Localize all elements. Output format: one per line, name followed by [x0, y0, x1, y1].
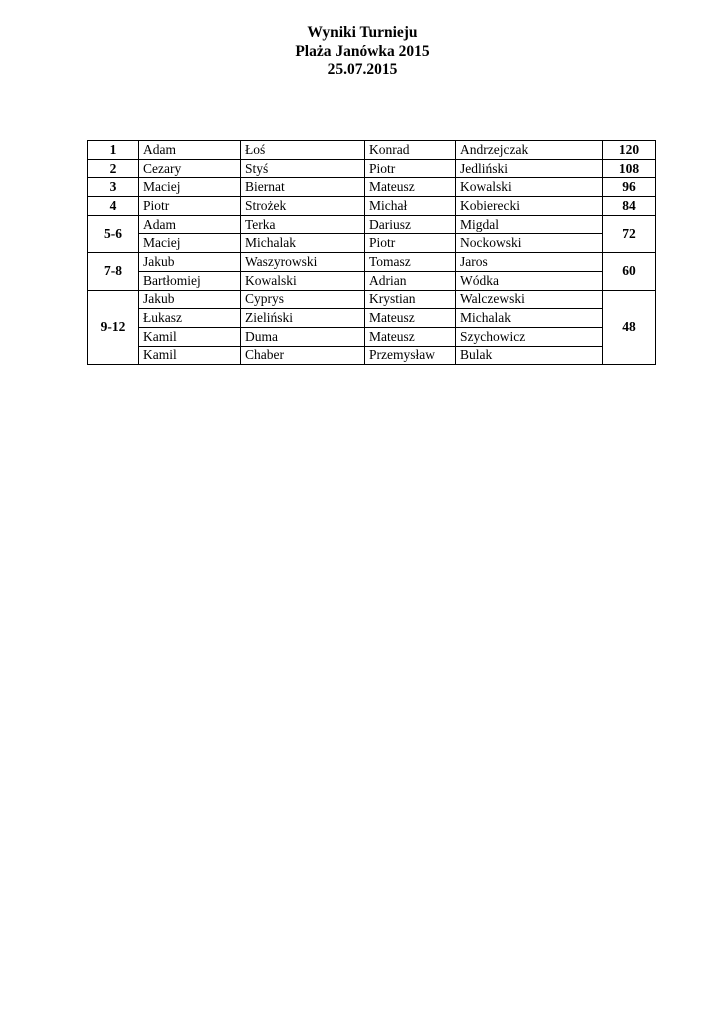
last-name-1-cell: Strożek	[241, 197, 365, 216]
first-name-1-cell: Kamil	[139, 346, 241, 365]
first-name-2-cell: Tomasz	[365, 253, 456, 272]
last-name-2-cell: Andrzejczak	[456, 141, 603, 160]
last-name-1-cell: Chaber	[241, 346, 365, 365]
place-cell: 7-8	[88, 253, 139, 290]
document-date: 25.07.2015	[327, 61, 398, 78]
first-name-1-cell: Maciej	[139, 178, 241, 197]
first-name-1-cell: Jakub	[139, 253, 241, 272]
place-cell: 3	[88, 178, 139, 197]
last-name-2-cell: Walczewski	[456, 290, 603, 309]
first-name-1-cell: Kamil	[139, 327, 241, 346]
first-name-1-cell: Maciej	[139, 234, 241, 253]
first-name-1-cell: Bartłomiej	[139, 271, 241, 290]
last-name-1-cell: Zieliński	[241, 309, 365, 328]
last-name-1-cell: Łoś	[241, 141, 365, 160]
first-name-2-cell: Mateusz	[365, 178, 456, 197]
last-name-2-cell: Wódka	[456, 271, 603, 290]
last-name-1-cell: Kowalski	[241, 271, 365, 290]
first-name-2-cell: Krystian	[365, 290, 456, 309]
table-row	[88, 271, 656, 290]
results-table	[87, 140, 656, 365]
last-name-2-cell: Kowalski	[456, 178, 603, 197]
points-cell: 48	[603, 290, 656, 365]
last-name-1-cell: Cyprys	[241, 290, 365, 309]
first-name-1-cell: Adam	[139, 215, 241, 234]
last-name-1-cell: Terka	[241, 215, 365, 234]
place-cell: 2	[88, 159, 139, 178]
last-name-1-cell: Michalak	[241, 234, 365, 253]
table-row	[88, 346, 656, 365]
last-name-1-cell: Waszyrowski	[241, 253, 365, 272]
first-name-1-cell: Jakub	[139, 290, 241, 309]
first-name-2-cell: Mateusz	[365, 327, 456, 346]
points-cell: 60	[603, 253, 656, 290]
points-cell: 84	[603, 197, 656, 216]
table-row	[88, 253, 656, 272]
document-header	[0, 24, 725, 80]
points-cell: 72	[603, 215, 656, 252]
points-cell: 120	[603, 141, 656, 160]
table-row	[88, 141, 656, 160]
results-table-body	[88, 141, 656, 365]
last-name-2-cell: Szychowicz	[456, 327, 603, 346]
last-name-2-cell: Migdal	[456, 215, 603, 234]
last-name-1-cell: Styś	[241, 159, 365, 178]
last-name-1-cell: Biernat	[241, 178, 365, 197]
table-row	[88, 159, 656, 178]
table-row	[88, 327, 656, 346]
first-name-2-cell: Konrad	[365, 141, 456, 160]
first-name-2-cell: Dariusz	[365, 215, 456, 234]
place-cell: 5-6	[88, 215, 139, 252]
last-name-1-cell: Duma	[241, 327, 365, 346]
table-row	[88, 178, 656, 197]
place-cell: 4	[88, 197, 139, 216]
table-row	[88, 290, 656, 309]
points-cell: 96	[603, 178, 656, 197]
table-row	[88, 197, 656, 216]
last-name-2-cell: Jaros	[456, 253, 603, 272]
first-name-2-cell: Piotr	[365, 159, 456, 178]
first-name-2-cell: Adrian	[365, 271, 456, 290]
place-cell: 9-12	[88, 290, 139, 365]
first-name-1-cell: Piotr	[139, 197, 241, 216]
last-name-2-cell: Nockowski	[456, 234, 603, 253]
points-cell: 108	[603, 159, 656, 178]
table-row	[88, 215, 656, 234]
first-name-1-cell: Adam	[139, 141, 241, 160]
document-title: Wyniki Turnieju	[307, 24, 418, 41]
table-row	[88, 309, 656, 328]
table-row	[88, 234, 656, 253]
first-name-2-cell: Mateusz	[365, 309, 456, 328]
first-name-1-cell: Cezary	[139, 159, 241, 178]
first-name-2-cell: Piotr	[365, 234, 456, 253]
last-name-2-cell: Bulak	[456, 346, 603, 365]
document-subtitle: Plaża Janówka 2015	[295, 42, 430, 60]
place-cell: 1	[88, 141, 139, 160]
first-name-1-cell: Łukasz	[139, 309, 241, 328]
first-name-2-cell: Michał	[365, 197, 456, 216]
last-name-2-cell: Kobierecki	[456, 197, 603, 216]
last-name-2-cell: Jedliński	[456, 159, 603, 178]
last-name-2-cell: Michalak	[456, 309, 603, 328]
first-name-2-cell: Przemysław	[365, 346, 456, 365]
